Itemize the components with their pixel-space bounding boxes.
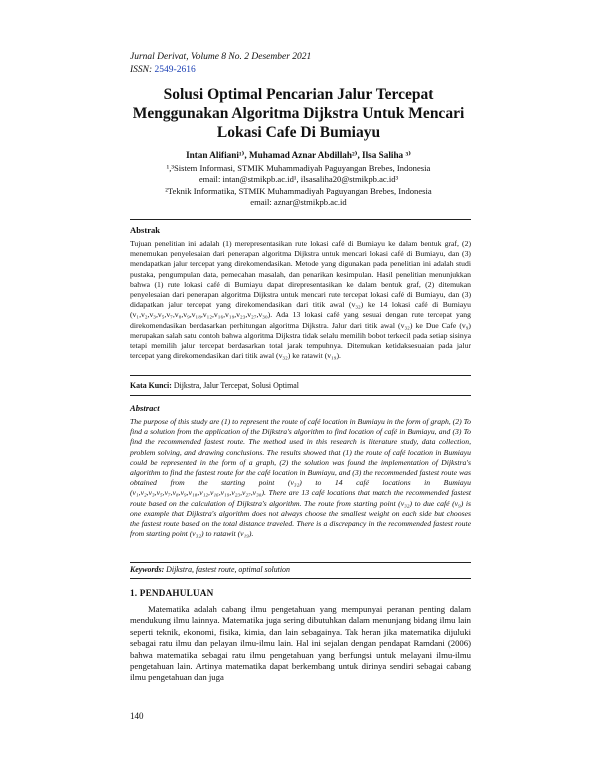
issn-label: ISSN: [130, 65, 155, 75]
kata-kunci-label: Kata Kunci: [130, 381, 172, 390]
abstract-text: The purpose of this study are (1) to represent the route of café location in Bumiayu in the form of graph, (2) To find a solution from the application of the Dijkstra's algorithm to find location of café in Bumiayu, and (3) To find the recommended fastest route. The method used in this research is literature study, data collection, problem solving, and drawing conclusions. The results showed that (1) the route of café location in Bumiayu could be represented in the form of a graph, (2) the solution was found the implementation of Dijkstra's algorithm to find the fastest route for the café location in Bumiayu, and (3) the recommended fastest route was obtained from the starting point (v₃₂) to 14 café locations in Bumiayu (v₁,v₂,v₃,v₅,v₇,v₈,v₉,v₁₈,v₁₂,v₁₆,v₁₉,v₂₃,v₂₇,v₃₀). There are 13 café locations that match the recommended fastest route based on the calculation of Dijkstra's algorithm. The route from starting point (v₃₂) to due café (v₉) is one example that Dijkstra's algorithm does not always choose the smallest weight on each side but chooses the fastest route based on the total distance traveled. There is a discrepancy in the recommended fastest route from starting point (v₃₂) to ratawit (v₁₉). [130, 417, 471, 539]
divider-line [130, 562, 471, 563]
abstrak-box [130, 219, 471, 376]
kata-kunci-text: Dijkstra, Jalur Tercepat, Solusi Optimal [171, 381, 299, 390]
divider-line [130, 578, 471, 579]
abstrak-heading: Abstrak [130, 225, 161, 235]
affiliation-1: ¹,³Sistem Informasi, STMIK Muhammadiyah Paguyangan Brebes, Indonesia [166, 162, 431, 173]
issn-line [130, 64, 311, 77]
email-1: email: intan@stmikpb.ac.id¹, ilsasaliha20@stmikpb.ac.id³ [198, 174, 399, 184]
author-block [130, 150, 467, 209]
kata-kunci [130, 381, 299, 390]
page-number: 140 [130, 711, 144, 721]
abstrak-text: Tujuan penelitian ini adalah (1) merepresentasikan rute lokasi café di Bumiayu ke dalam bentuk graf, (2) menemukan penyelesaian dari penerapan algoritma Dijkstra untuk mencari lokasi café di Bumiayu, dan (3) mendapatkan jalur tercepat yang direkomendasikan. Metode yang digunakan pada penelitian ini adalah studi pustaka, pengumpulan data, pemecahan masalah, dan penarikan kesimpulan. Hasil penelitian menunjukkan bahwa (1) rute lokasi café di Bumiayu dapat direpresentasikan ke dalam bentuk graf, (2) ditemukan penyelesaian dari penerapan algoritma Dijkstra untuk mencari rute tercepat lokasi café di Bumiayu, dan (3) didapatkan jalur tercepat yang direkomendasikan dari titik awal (v₃₂) ke 14 lokasi café di Bumiayu (v₁,v₂,v₃,v₅,v₇,v₈,v₉,v₁₈,v₁₂,v₁₆,v₁₉,v₂₃,v₂₇,v₃₀). Ada 13 lokasi café yang sesuai dengan rute tercepat yang direkomendasikan berdasarkan perhitungan algoritma Dijkstra. Jalur dari titik awal (v₃₂) ke Due Cafe (v₉) merupakan salah satu contoh bahwa algoritma Dijkstra tidak selalu memilih bobot terkecil pada setiap sisinya tetapi memilih jalur tercepat berdasarkan total jarak tempuhnya. Ditemukan ketidaksesuaian pada jalur tercepat yang direkomendasikan dari titik awal (v₃₂) ke ratawit (v₁₉). [130, 239, 471, 361]
section-title: 1. PENDAHULUAN [130, 588, 214, 598]
keywords-label: Keywords: [130, 565, 165, 574]
abstract-block [130, 398, 471, 539]
section-body: Matematika adalah cabang ilmu pengetahuan yang mempunyai peranan penting dalam mendukung ilmu lainnya. Matematika juga sering dibutuhkan dalam menunjang bidang ilmu lain seperti teknik, ekonomi, fisika, kimia, dan lain sebagainya. Tak heran jika matematika dijuluki sebagai ratu ilmu dan pelayan ilmu-ilmu lain. Hal ini sejalan dengan pendapat Ramdani (2006) bahwa matematika sebagai ratu ilmu pengetahuan yang berfungsi untuk melayani ilmu-ilmu pengetahuan lain. Artinya matematika dapat berkembang untuk dirinya sendiri sebagai cabang ilmu pengetahuan dan juga [130, 604, 471, 683]
journal-header [130, 51, 311, 77]
email-2: email: aznar@stmikpb.ac.id [250, 197, 347, 207]
keywords [130, 565, 290, 574]
abstract-heading: Abstract [130, 403, 160, 413]
author-names: Intan Alifiani¹⁾, Muhamad Aznar Abdillah²⁾, Ilsa Saliha ³⁾ [186, 150, 411, 160]
paper-title: Solusi Optimal Pencarian Jalur Tercepat Menggunakan Algoritma Dijkstra Untuk Mencari Lokasi Cafe Di Bumiayu [132, 86, 465, 141]
issn-link[interactable]: 2549-2616 [154, 65, 196, 75]
keywords-text: Dijkstra, fastest route, optimal solution [164, 565, 290, 574]
divider-line [130, 395, 471, 396]
journal-line: Jurnal Derivat, Volume 8 No. 2 Desember 2021 [130, 52, 312, 62]
affiliation-2: ²Teknik Informatika, STMIK Muhammadiyah Paguyangan Brebes, Indonesia [165, 185, 432, 196]
